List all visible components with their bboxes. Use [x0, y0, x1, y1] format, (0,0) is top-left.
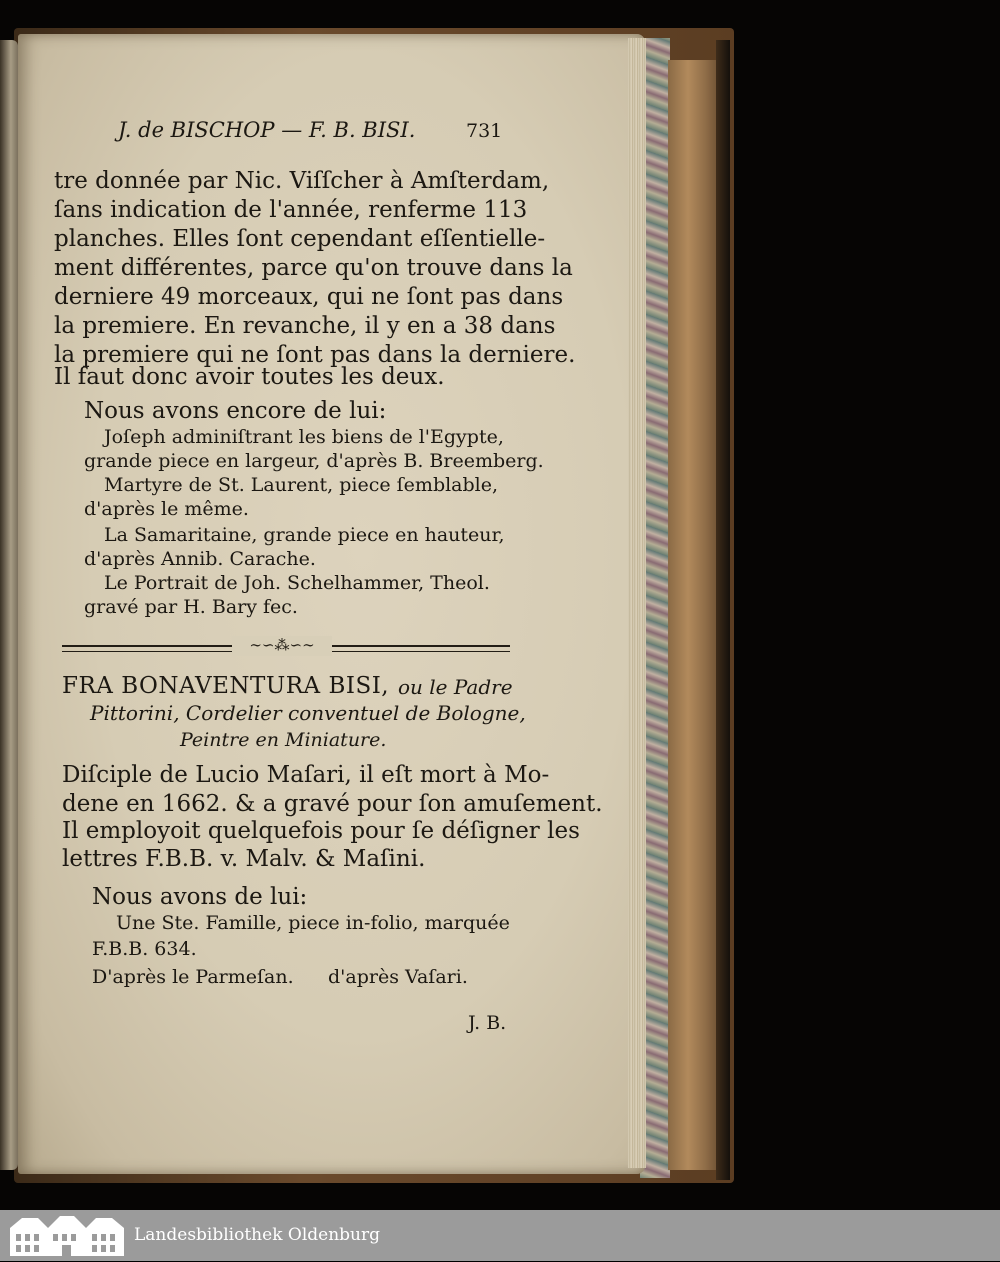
- work-line: Martyre de St. Laurent, piece ſemblable,: [104, 474, 499, 496]
- work-line: d'après Vaſari.: [328, 966, 468, 988]
- work-line: gravé par H. Bary fec.: [84, 596, 298, 618]
- work-line: F.B.B. 634.: [92, 938, 197, 960]
- entry-heading: FRA BONAVENTURA BISI,: [62, 673, 390, 699]
- text-line: ſans indication de l'année, renferme 113: [54, 197, 528, 223]
- text-line: Il faut donc avoir toutes les deux.: [54, 364, 445, 390]
- entry-subheading: Pittorini, Cordelier conventuel de Bologne,: [90, 701, 526, 725]
- page-number: 731: [466, 120, 503, 142]
- work-line: Le Portrait de Joh. Schelhammer, Theol.: [104, 572, 490, 594]
- text-line: derniere 49 morceaux, qui ne ſont pas dans: [54, 284, 564, 310]
- work-line: La Samaritaine, grande piece en hauteur,: [104, 524, 505, 546]
- work-line: grande piece en largeur, d'après B. Breemberg.: [84, 450, 544, 472]
- work-line: d'après le même.: [84, 498, 249, 520]
- text-line: dene en 1662. & a gravé pour ſon amuſement.: [62, 791, 603, 817]
- work-line: Une Ste. Famille, piece in-folio, marquée: [116, 912, 510, 934]
- text-line: lettres F.B.B. v. Malv. & Maſini.: [62, 846, 426, 872]
- text-line: la premiere qui ne ſont pas dans la derniere.: [54, 342, 576, 368]
- running-header: J. de BISCHOP — F. B. BISI.: [118, 118, 416, 142]
- library-building-icon: [8, 1214, 126, 1258]
- works-intro: Nous avons de lui:: [92, 884, 308, 910]
- footer-bar: [0, 1210, 1000, 1261]
- work-line: D'après le Parmeſan.: [92, 966, 294, 988]
- work-line: d'après Annib. Carache.: [84, 548, 316, 570]
- text-line: la premiere. En revanche, il y en a 38 dans: [54, 313, 556, 339]
- entry-heading-rest: ou le Padre: [398, 675, 513, 699]
- signature: J. B.: [468, 1012, 507, 1034]
- institution-name: Landesbibliothek Oldenburg: [134, 1225, 381, 1245]
- entry-subheading: Peintre en Miniature.: [180, 729, 387, 751]
- text-line: Il employoit quelquefois pour ſe déſigner les: [62, 818, 580, 844]
- text-line: planches. Elles ſont cependant eſſentielle-: [54, 226, 546, 252]
- text-line: tre donnée par Nic. Viſſcher à Amſterdam,: [54, 168, 550, 194]
- text-line: Diſciple de Lucio Maſari, il eſt mort à Mo-: [62, 762, 550, 788]
- separator-ornament: ∼∽⁂∽∼: [232, 636, 332, 656]
- works-intro: Nous avons encore de lui:: [84, 398, 387, 424]
- text-line: ment différentes, parce qu'on trouve dans la: [54, 255, 573, 281]
- work-line: Joſeph adminiſtrant les biens de l'Egypte,: [104, 426, 504, 448]
